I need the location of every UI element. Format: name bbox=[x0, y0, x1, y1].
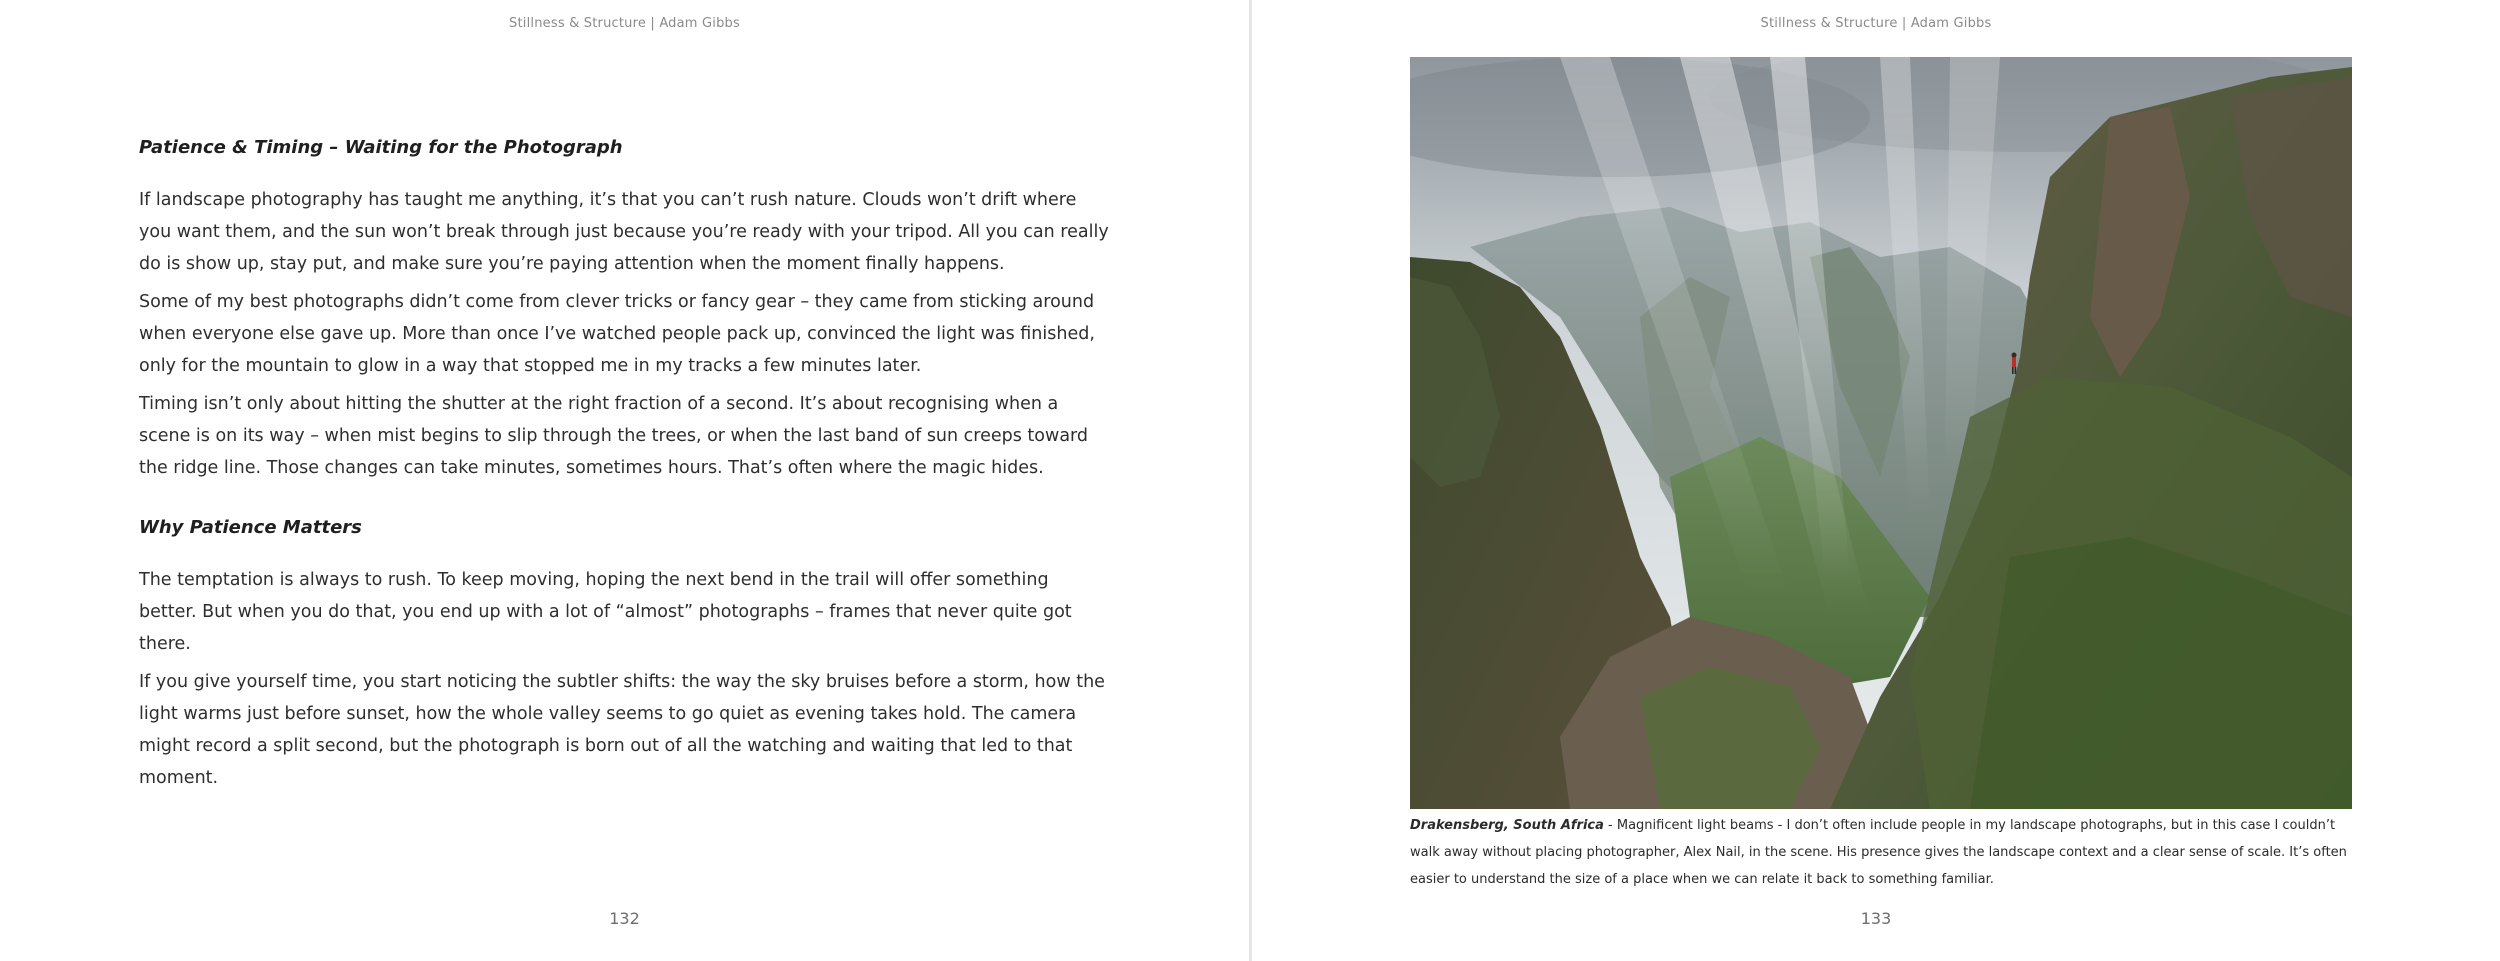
caption-location: Drakensberg, South Africa bbox=[1410, 818, 1604, 833]
left-page bbox=[0, 0, 1249, 961]
paragraph: If landscape photography has taught me anything, it’s that you can’t rush nature. Clouds won’t drift where you want them, and the sun won’t break through just because you’re ready with your tripod. All you can really do is show up, stay put, and make sure you’re paying attention when the moment finally happens. bbox=[139, 190, 1109, 274]
page-number-left: 132 bbox=[609, 909, 640, 928]
running-head-right: Stillness & Structure | Adam Gibbs bbox=[1760, 16, 1992, 31]
landscape-photo-icon bbox=[1410, 57, 2352, 809]
photo-caption bbox=[1410, 812, 2354, 893]
caption-text: - I don’t often include people in my landscape photographs, but in this case I couldn’t walk away without placing photographer, Alex Nail, in the scene. His presence gives the landscape context and a clear sense of scale. It’s often easier to understand the size of a place when we can relate it back to something familiar. bbox=[1410, 818, 2347, 887]
paragraph: The temptation is always to rush. To keep moving, hoping the next bend in the trail will offer something better. But when you do that, you end up with a lot of “almost” photographs – frames that never quite got there. bbox=[139, 570, 1072, 654]
paragraph: Timing isn’t only about hitting the shutter at the right fraction of a second. It’s about recognising when a scene is on its way – when mist begins to slip through the trees, or when the last band of sun creeps toward the ridge line. Those changes can take minutes, sometimes hours. That’s often where the magic hides. bbox=[139, 394, 1089, 478]
section-heading-patience-timing: Patience & Timing – Waiting for the Photograph bbox=[139, 137, 623, 158]
chapter-content bbox=[139, 134, 1111, 800]
section-heading-why-patience: Why Patience Matters bbox=[139, 517, 362, 538]
caption-title: Magnificent light beams bbox=[1616, 818, 1774, 833]
right-page bbox=[1252, 0, 2500, 961]
paragraph: Some of my best photographs didn’t come from clever tricks or fancy gear – they came from sticking around when everyone else gave up. More than once I’ve watched people pack up, convinced the light was finished, only for the mountain to glow in a way that stopped me in my tracks a few minutes later. bbox=[139, 292, 1095, 376]
running-head-left: Stillness & Structure | Adam Gibbs bbox=[509, 16, 740, 31]
paragraph: If you give yourself time, you start noticing the subtler shifts: the way the sky bruises before a storm, how the light warms just before sunset, how the whole valley seems to go quiet as evening takes hold. The camera might record a split second, but the photograph is born out of all the watching and waiting that led to that moment. bbox=[139, 672, 1105, 788]
page-number-right: 133 bbox=[1860, 909, 1892, 928]
caption-separator: - bbox=[1603, 818, 1617, 833]
